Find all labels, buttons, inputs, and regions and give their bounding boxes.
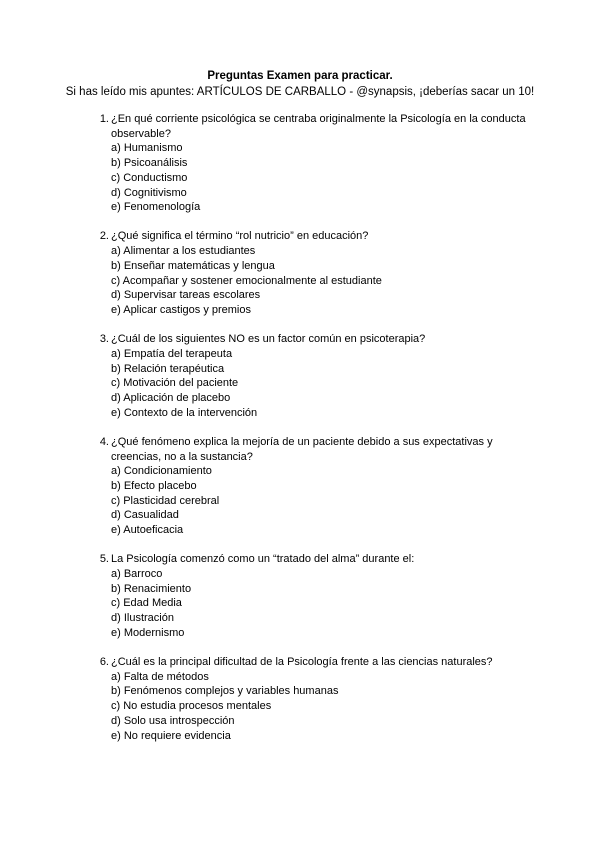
option-b: b) Relación terapéutica (111, 362, 225, 375)
question-5 (0, 552, 600, 640)
option-list (0, 670, 600, 744)
option-e: e) No requiere evidencia (111, 729, 231, 742)
question-text: ¿Qué significa el término “rol nutricio” en educación? (111, 230, 369, 243)
question-text: ¿Qué fenómeno explica la mejoría de un paciente debido a sus expectativas y creencias, no a la sustancia? (111, 435, 493, 463)
option-b: b) Fenómenos complejos y variables humanas (111, 685, 339, 698)
option-c: c) Plasticidad cerebral (111, 494, 220, 507)
question-number: 6. (99, 656, 109, 668)
question-number: 5. (99, 553, 109, 566)
question-text: La Psicología comenzó como un “tratado del alma” durante el: (111, 553, 415, 566)
question-number: 3. (99, 333, 109, 346)
option-e: e) Contexto de la intervención (111, 406, 258, 419)
option-d: d) Casualidad (111, 509, 179, 522)
option-d: d) Aplicación de placebo (111, 391, 231, 404)
question-text: ¿En qué corriente psicológica se centraba originalmente la Psicología en la conducta observable? (111, 113, 526, 140)
question-number: 2. (99, 230, 109, 243)
option-a: a) Falta de métodos (111, 670, 209, 683)
question-number: 4. (99, 435, 109, 448)
question-2 (0, 229, 600, 317)
option-d: d) Cognitivismo (111, 186, 187, 199)
option-c: c) Conductismo (111, 171, 188, 184)
option-list (0, 141, 600, 215)
question-3 (0, 332, 600, 420)
document-title: Preguntas Examen para practicar. (207, 70, 393, 82)
option-c: c) No estudia procesos mentales (111, 700, 272, 713)
option-c: c) Motivación del paciente (111, 377, 239, 390)
option-d: d) Ilustración (111, 612, 174, 625)
option-a: a) Condicionamiento (111, 465, 212, 478)
question-list (0, 112, 600, 758)
option-e: e) Fenomenología (111, 201, 201, 214)
option-c: c) Acompañar y sostener emocionalmente al estudiante (111, 274, 382, 287)
option-list (0, 567, 600, 641)
question-4 (0, 435, 600, 538)
option-b: b) Efecto placebo (111, 479, 197, 492)
option-list (0, 347, 600, 421)
document-header (0, 68, 600, 100)
question-text: ¿Cuál es la principal dificultad de la Psicología frente a las ciencias naturales? (111, 656, 493, 668)
option-a: a) Barroco (111, 567, 163, 580)
option-b: b) Enseñar matemáticas y lengua (111, 259, 275, 272)
question-text: ¿Cuál de los siguientes NO es un factor común en psicoterapia? (111, 333, 426, 346)
document-subtitle: Si has leído mis apuntes: ARTÍCULOS DE CARBALLO - @synapsis, ¡deberías sacar un 10! (65, 86, 535, 98)
question-number: 1. (99, 113, 109, 125)
option-a: a) Alimentar a los estudiantes (111, 245, 256, 258)
option-b: b) Renacimiento (111, 582, 192, 595)
option-d: d) Solo usa introspección (111, 714, 235, 727)
option-a: a) Empatía del terapeuta (111, 347, 233, 360)
option-d: d) Supervisar tareas escolares (111, 289, 261, 302)
option-list (0, 244, 600, 318)
question-1 (0, 112, 600, 215)
option-b: b) Psicoanálisis (111, 157, 188, 170)
option-e: e) Autoeficacia (111, 524, 184, 537)
option-a: a) Humanismo (111, 142, 183, 155)
option-e: e) Aplicar castigos y premios (111, 303, 251, 316)
option-e: e) Modernismo (111, 626, 185, 639)
option-c: c) Edad Media (111, 597, 182, 610)
question-6 (0, 655, 600, 743)
option-list (0, 464, 600, 538)
